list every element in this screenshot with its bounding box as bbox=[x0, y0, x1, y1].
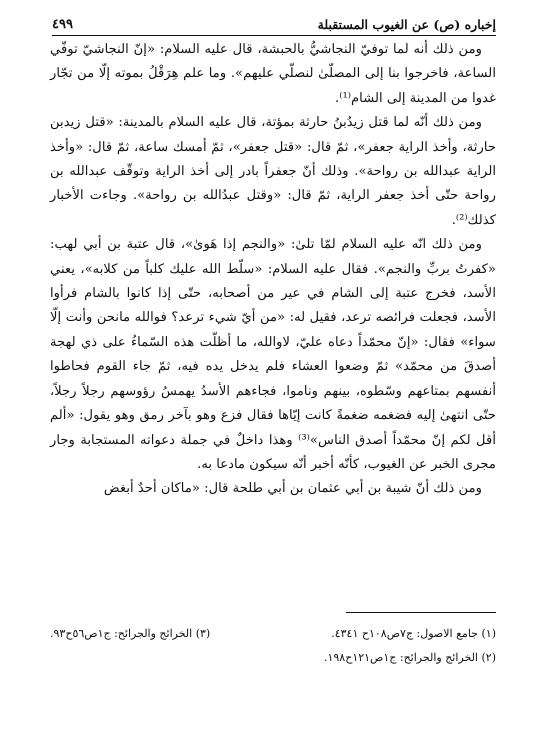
footnote-1: (١) جامع الاصول: ج٧ص١٠٨ح ٤٣٤١. bbox=[331, 627, 496, 640]
footnotes bbox=[50, 622, 496, 670]
footnote-2: (٢) الخرائج والجرائح: ج١ص١٢١ح١٩٨. bbox=[323, 651, 496, 664]
footnote-divider bbox=[346, 612, 496, 613]
paragraph-negus: ومن ذلك أنه لما توفيّ النجاشيُّ بالحبشة، قال عليه السلام: «إنّ النجاشيّ توفّي الساعة، فاخرجوا بنا إلى المصلّىٰ لنصلّي عليهم». وما علم هِرَقْلُ بموته إلّا من تجّار غدوا من المدينة إلى الشام⁽¹⁾. bbox=[50, 42, 496, 106]
paragraph-utba: ومن ذلك انّه عليه السلام لمّا تلىٰ: «والنجم إذا هَوىٰ»، قال عتبة بن أبي لهب: «كفرتُ بربِّ والنجم». فقال عليه السلام: «سلّط الله عليك كلباً من كلابه»، يعني الأسد، فخرج عتبة إلى الشام في عير من أصحابه، حتّى إذا كانوا بالشام فرأوا الأسد، فجعلت فرائصه ترعد، فقيل له: «من أيّ شيء ترعد؟ فوالله مانحن وأنت إلّا سواء» فقال: «إنّ محمّداً دعاه عليّ، لاوالله، ما أظلّت هذه السّماءُ على ذي لهجة أصدقَ من محمّد» ثمّ وضعوا العشاء فلم يدخل يده فيه، ثمّ جاء القوم فحاطوا أنفسهم بمتاعهم وسّطوه، بينهم وناموا، فجاءهم الأسدُ يهمسُ رؤوسهم رجلاً رجلاً، حتّى انتهىٰ إليه فضغمه ضغمةً كانت إيّاها فقال فزع وهو بآخر رمق وهو يقول: «ألم أقل لكم إنّ محمّداً أصدق الناس»⁽³⁾ وهذا داخلٌ في جملة دعواته المستجابة وجار مجرى الخبر عن الغيوب، كأنّه أخبر أنّه سيكون مادعا به. bbox=[50, 237, 496, 472]
page-header bbox=[52, 8, 496, 36]
paragraph-mutah: ومن ذلك أنّه لما قتل زيدُبنُ حارثة بمؤتة، قال عليه السلام بالمدينة: «قتل زيدبن حارثة، وأخذ الراية جعفر»، ثمّ قال: «قتل جعفر»، ثمّ أمسك ساعة، ثمّ قال: «وأخذ الراية عبدالله بن رواحة». وذلك أنّ جعفراً بادر إلى أخذ الراية وتوقّف عبدالله بن رواحة حتّى أخذ جعفر الراية، ثمّ قال: «وقتل عبدُالله بن رواحة». وجاءت الأخبار كذلك⁽²⁾. bbox=[50, 115, 496, 228]
footnote-row bbox=[50, 646, 496, 670]
page-number: ٤٩٩ bbox=[52, 17, 73, 32]
footnote-row bbox=[50, 622, 496, 646]
paragraph-shayba: ومن ذلك أنّ شيبة بن أبي عثمان بن أبي طلحة قال: «ماكان أحدٌ أبغض bbox=[103, 481, 482, 497]
main-text bbox=[50, 38, 496, 502]
running-title: إخباره (ص) عن الغيوب المستقبلة bbox=[317, 17, 496, 32]
footnote-3: (٣) الخرائج والجرائح: ج١ص٥٦ح٩٣. bbox=[50, 627, 211, 640]
